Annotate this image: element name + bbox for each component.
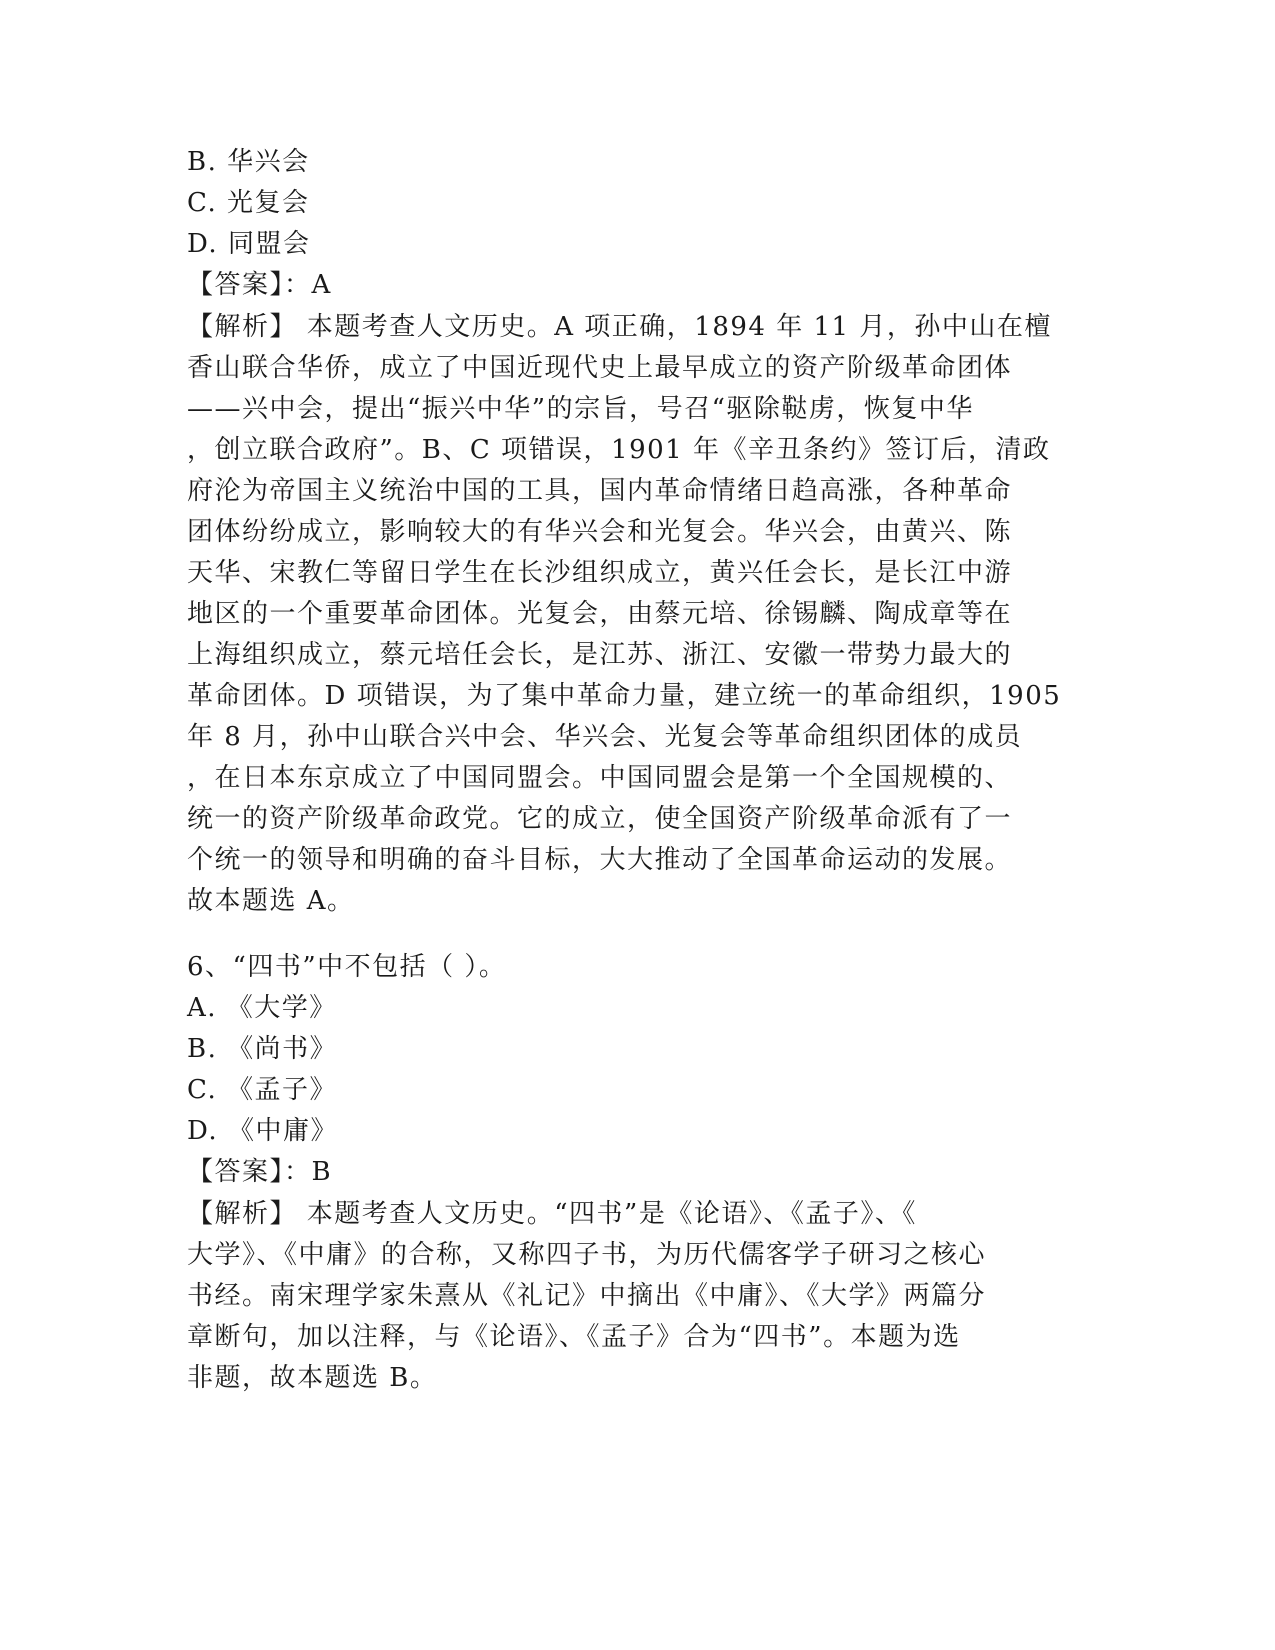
q5-option-c: C. 光复会 [187,188,310,218]
q5-analysis-line: 上海组织成立，蔡元培任会长，是江苏、浙江、安徽一带势力最大的 [187,640,1013,670]
q5-analysis-line: 故本题选 A。 [187,886,355,916]
q5-analysis-line: 年 8 月，孙中山联合兴中会、华兴会、光复会等革命组织团体的成员 [187,722,1023,752]
q5-analysis-line: ——兴中会，提出“振兴中华”的宗旨，号召“驱除鞑虏，恢复中华 [187,394,974,424]
q5-analysis-line: ，在日本东京成立了中国同盟会。中国同盟会是第一个全国规模的、 [187,763,1013,793]
q6-analysis-line: 【解析】 本题考查人文历史。“四书”是《论语》、《孟子》、《 [187,1199,917,1229]
q6-analysis-line: 非题，故本题选 B。 [187,1363,438,1393]
q6-analysis-line: 章断句，加以注释，与《论语》、《孟子》合为“四书”。本题为选 [187,1322,961,1352]
q6-option-b: B. 《尚书》 [187,1034,338,1064]
q6-option-d: D. 《中庸》 [187,1116,338,1146]
q6-analysis-line: 大学》、《中庸》的合称，又称四子书，为历代儒客学子研习之核心 [187,1240,987,1270]
q5-analysis-line: 香山联合华侨，成立了中国近现代史上最早成立的资产阶级革命团体 [187,353,1013,383]
q5-analysis-line: 团体纷纷成立，影响较大的有华兴会和光复会。华兴会，由黄兴、陈 [187,517,1013,547]
q5-option-d: D. 同盟会 [187,229,311,259]
q5-analysis-line: 统一的资产阶级革命政党。它的成立，使全国资产阶级革命派有了一 [187,804,1013,834]
q6-analysis-line: 书经。南宋理学家朱熹从《礼记》中摘出《中庸》、《大学》两篇分 [187,1281,987,1311]
q6-option-a: A. 《大学》 [187,993,337,1023]
q5-analysis-line: 府沦为帝国主义统治中国的工具，国内革命情绪日趋高涨，各种革命 [187,476,1013,506]
q5-analysis-line: ，创立联合政府”。B、C 项错误，1901 年《辛丑条约》签订后，清政 [187,435,1051,465]
q5-answer: 【答案】：A [187,270,332,300]
q5-analysis-line: 个统一的领导和明确的奋斗目标，大大推动了全国革命运动的发展。 [187,845,1013,875]
q6-question: 6、“四书”中不包括（ ）。 [187,952,507,982]
q5-analysis-line: 地区的一个重要革命团体。光复会，由蔡元培、徐锡麟、陶成章等在 [187,599,1013,629]
q5-option-b: B. 华兴会 [187,147,310,177]
q5-analysis-line: 革命团体。D 项错误，为了集中革命力量，建立统一的革命组织，1905 [187,681,1062,711]
q6-answer: 【答案】：B [187,1157,333,1187]
q6-option-c: C. 《孟子》 [187,1075,337,1105]
q5-analysis-line: 【解析】 本题考查人文历史。A 项正确，1894 年 11 月，孙中山在檀 [187,312,1052,342]
q5-analysis-line: 天华、宋教仁等留日学生在长沙组织成立，黄兴任会长，是长江中游 [187,558,1013,588]
